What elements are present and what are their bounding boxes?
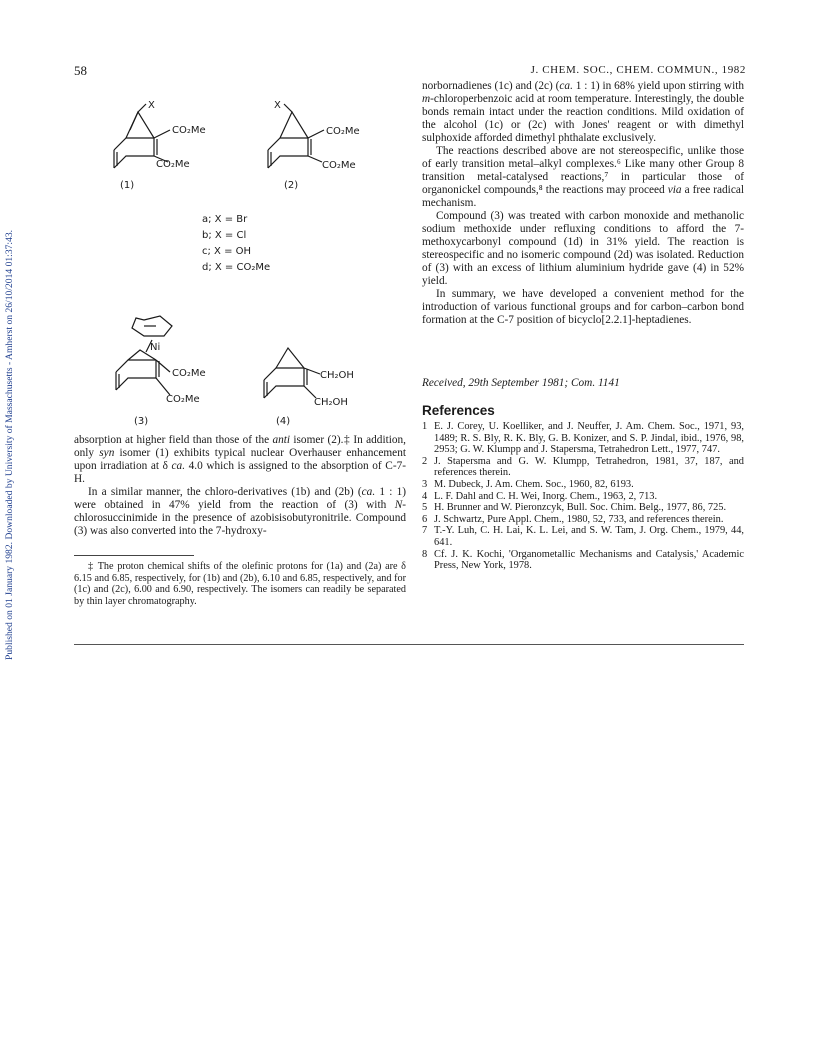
references-list bbox=[422, 421, 744, 572]
reference-number: 1 bbox=[422, 421, 428, 432]
s1-x-label: X bbox=[148, 100, 155, 111]
reference-number: 3 bbox=[422, 478, 428, 490]
s2-label: (2) bbox=[284, 180, 299, 191]
reference-item bbox=[422, 525, 744, 548]
footnote-block bbox=[74, 561, 406, 607]
reference-text: L. F. Dahl and C. H. Wei, Inorg. Chem., 1963, 2, 713. bbox=[434, 490, 658, 502]
reference-number: 5 bbox=[422, 502, 428, 514]
right-column bbox=[422, 80, 744, 327]
s3-label: (3) bbox=[134, 416, 149, 427]
reference-number: 6 bbox=[422, 513, 428, 525]
reference-item bbox=[422, 456, 744, 479]
structure-2 bbox=[268, 104, 324, 168]
reference-item bbox=[422, 491, 744, 503]
substituent-c: c; X = OH bbox=[202, 246, 252, 257]
reference-number: 7 bbox=[422, 525, 428, 537]
right-paragraph-2: The reactions described above are not stereospecific, unlike those of early transition metal–alkyl complexes.⁶ Like many other Group 8 transition metal-catalysed reactions,⁷ in particular those of organonickel compounds,⁸ the reactions may proceed via a free radical mechanism. bbox=[422, 145, 744, 209]
s2-co2me-top: CO₂Me bbox=[326, 126, 360, 137]
reference-number: 8 bbox=[422, 548, 428, 560]
page-number: 58 bbox=[74, 63, 87, 78]
right-paragraph-4: In summary, we have developed a convenient method for the introduction of various functional groups and for carbon–carbon bond formation at the C-7 position of bicyclo[2.2.1]-heptadienes. bbox=[422, 288, 744, 326]
page-bottom-rule bbox=[74, 644, 744, 645]
structures-figure bbox=[74, 90, 406, 435]
s1-label: (1) bbox=[120, 180, 135, 191]
s1-co2me-top: CO₂Me bbox=[172, 125, 206, 136]
s2-co2me-bottom: CO₂Me bbox=[322, 160, 356, 171]
substituent-b: b; X = Cl bbox=[202, 230, 247, 241]
reference-text: M. Dubeck, J. Am. Chem. Soc., 1960, 82, 6193. bbox=[434, 478, 634, 490]
reference-item bbox=[422, 479, 744, 491]
reference-text: J. Schwartz, Pure Appl. Chem., 1980, 52, 733, and references therein. bbox=[434, 513, 724, 525]
reference-text: T.-Y. Luh, C. H. Lai, K. L. Lei, and S. W. Tam, J. Org. Chem., 1979, 44, 641. bbox=[434, 525, 744, 548]
s3-co2me-top: CO₂Me bbox=[172, 368, 206, 379]
structure-4 bbox=[264, 348, 320, 398]
right-paragraph-3: Compound (3) was treated with carbon monoxide and methanolic sodium methoxide under refluxing conditions to afford the 7-methoxycarbonyl compound (1d) in 31% yield. The reaction is stereospecific and no isomeric compound (2d) was isolated. Reduction of (3) with an excess of lithium aluminium hydride gave (4) in 52% yield. bbox=[422, 210, 744, 287]
s3-co2me-bottom: CO₂Me bbox=[166, 394, 200, 405]
journal-header: J. CHEM. SOC., CHEM. COMMUN., 1982 bbox=[530, 64, 746, 76]
substituent-d: d; X = CO₂Me bbox=[202, 262, 271, 273]
s4-label: (4) bbox=[276, 416, 291, 427]
s4-ch2oh-top: CH₂OH bbox=[320, 370, 354, 381]
reference-item bbox=[422, 502, 744, 514]
received-line: Received, 29th September 1981; Com. 1141 bbox=[422, 377, 620, 389]
right-paragraph-1: norbornadienes (1c) and (2c) (ca. 1 : 1) in 68% yield upon stirring with m-chloroperbenzoic acid at room temperature. Interestingly, the double bonds remain intact under the reaction conditions. Mild oxidation of the alcohol (1c) or (2c) with Jones' reagent or with dimethyl sulphoxide afforded dimethyl phthalate exclusively. bbox=[422, 80, 744, 144]
reference-text: H. Brunner and W. Pieronzcyk, Bull. Soc. Chim. Belg., 1977, 86, 725. bbox=[434, 502, 727, 514]
structure-3 bbox=[116, 316, 172, 395]
s1-co2me-bottom: CO₂Me bbox=[156, 159, 190, 170]
reference-text: J. Stapersma and G. W. Klumpp, Tetrahedron, 1981, 37, 187, and references therein. bbox=[434, 455, 744, 479]
reference-item bbox=[422, 421, 744, 456]
download-watermark: Published on 01 January 1982. Downloaded by University of Massachusetts - Amherst on 26/10/2014 01:37:43. bbox=[4, 229, 15, 660]
s4-ch2oh-bottom: CH₂OH bbox=[314, 397, 348, 408]
reference-number: 4 bbox=[422, 490, 428, 502]
left-paragraph-1: absorption at higher field than those of the anti isomer (2).‡ In addition, only syn isomer (1) exhibits typical nuclear Overhauser enhancement upon irradiation at δ ca. 4.0 which is assigned to the absorption of C-7-H. bbox=[74, 434, 407, 485]
reference-item bbox=[422, 549, 744, 572]
left-paragraph-2: In a similar manner, the chloro-derivatives (1b) and (2b) (ca. 1 : 1) were obtained in 47% yield from the reaction of (3) with N-chlorosuccinimide in the presence of azobisisobutyronitrile. Compound (3) was also converted into the 7-hydroxy- bbox=[74, 486, 406, 537]
s2-x-label: X bbox=[274, 100, 281, 111]
substituent-a: a; X = Br bbox=[202, 214, 248, 225]
received-line-block bbox=[422, 377, 744, 389]
reference-number: 2 bbox=[422, 455, 428, 467]
reference-item bbox=[422, 514, 744, 526]
references-section bbox=[422, 403, 744, 572]
footnote-rule bbox=[74, 555, 194, 556]
references-heading: References bbox=[422, 403, 495, 418]
reference-text: Cf. J. K. Kochi, 'Organometallic Mechanisms and Catalysis,' Academic Press, New York, 1978. bbox=[434, 548, 744, 572]
reference-text: E. J. Corey, U. Koelliker, and J. Neuffer, J. Am. Chem. Soc., 1971, 93, 1489; R. S. Bly, R. K. Bly, G. B. Konizer, and S. P. Jindal, ibid., 1976, 98, 2953; G. W. Klumpp and J. Stapersma, Tetrahedron Lett., 1977, 747. bbox=[434, 421, 744, 456]
left-column bbox=[74, 434, 406, 538]
s3-ni-label: Ni bbox=[150, 342, 161, 353]
footnote: ‡ The proton chemical shifts of the olefinic protons for (1a) and (2a) are δ 6.15 and 6.85, respectively, for (1b) and (2b), 6.10 and 6.85, respectively, and for (1c) and (2c), 6.00 and 6.90, respectively. The isomers can readily be separated by thin layer chromatography. bbox=[74, 561, 406, 607]
